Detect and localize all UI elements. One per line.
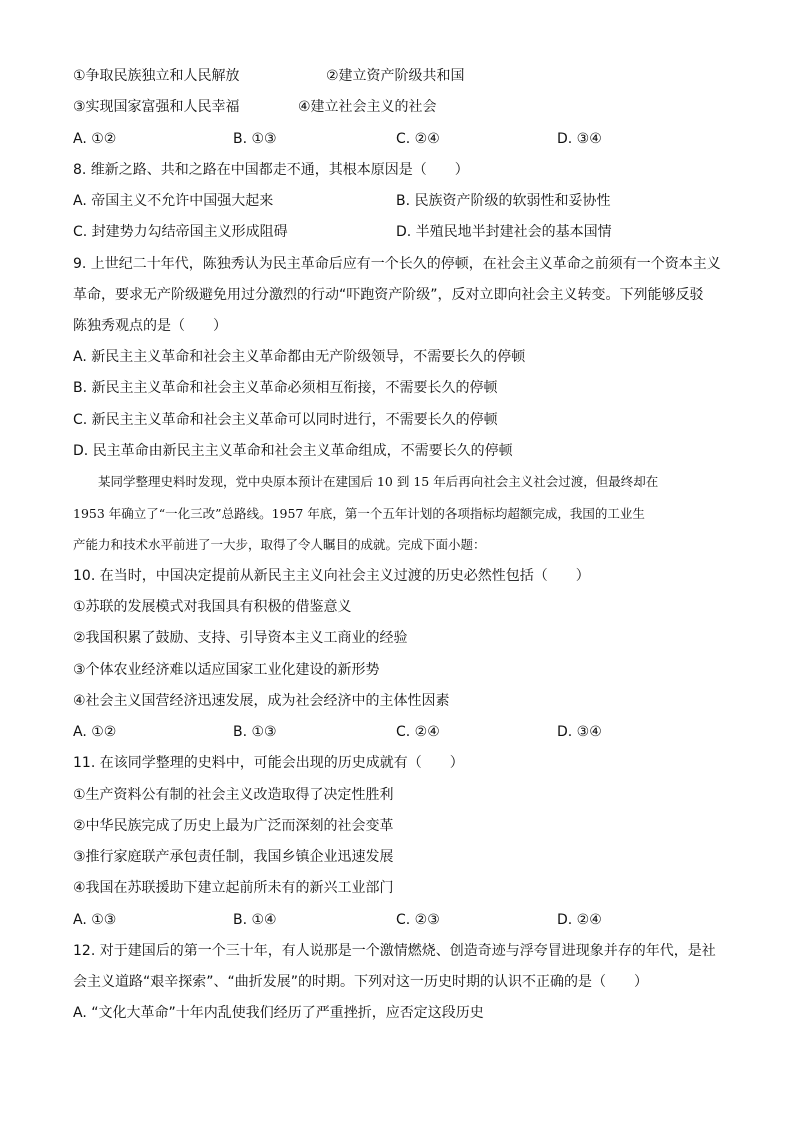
q7-item-4: ④建立社会主义的社会 — [298, 99, 437, 115]
q7-option-c: C. ②④ — [396, 131, 440, 147]
q10-item-3: ③个体农业经济难以适应国家工业化建设的新形势 — [73, 662, 380, 678]
passage-line-1: 某同学整理史料时发现，党中央原本预计在建国后 10 到 15 年后再向社会主义社会过渡，但最终却在 — [73, 474, 659, 489]
q8-option-b: B. 民族资产阶级的软弱性和妥协性 — [396, 193, 611, 209]
q7-option-d: D. ③④ — [557, 131, 602, 147]
q11-item-4: ④我国在苏联援助下建立起前所未有的新兴工业部门 — [73, 880, 394, 896]
q10-item-1: ①苏联的发展模式对我国具有积极的借鉴意义 — [73, 599, 352, 615]
q11-item-3: ③推行家庭联产承包责任制，我国乡镇企业迅速发展 — [73, 849, 394, 865]
q8-option-d: D. 半殖民地半封建社会的基本国情 — [396, 224, 612, 240]
q11-option-a: A. ①③ — [73, 912, 117, 928]
q11-option-d: D. ②④ — [557, 912, 602, 928]
q10-item-4: ④社会主义国营经济迅速发展，成为社会经济中的主体性因素 — [73, 693, 450, 709]
q7-option-a: A. ①② — [73, 131, 117, 147]
q9-option-c: C. 新民主主义革命和社会主义革命可以同时进行，不需要长久的停顿 — [73, 412, 498, 428]
passage-line-3: 产能力和技术水平前进了一大步，取得了令人瞩目的成就。完成下面小题： — [73, 537, 486, 552]
q10-stem: 10. 在当时，中国决定提前从新民主主义向社会主义过渡的历史必然性包括（ ） — [73, 568, 590, 584]
q9-option-b: B. 新民主主义革命和社会主义革命必须相互衔接，不需要长久的停顿 — [73, 380, 498, 396]
passage-line-2: 1953 年确立了“一化三改”总路线。1957 年底，第一个五年计划的各项指标均超额完成，我国的工业生 — [73, 506, 645, 521]
q10-item-2: ②我国积累了鼓励、支持、引导资本主义工商业的经验 — [73, 630, 408, 646]
q7-option-b: B. ①③ — [233, 131, 277, 147]
q9-option-d: D. 民主革命由新民主主义革命和社会主义革命组成，不需要长久的停顿 — [73, 443, 513, 459]
q9-stem-line-3: 陈独秀观点的是（ ） — [73, 318, 227, 334]
q7-item-2: ②建立资产阶级共和国 — [326, 68, 465, 84]
q9-stem-line-2: 革命，要求无产阶级避免用过分激烈的行动“吓跑资产阶级”，反对立即向社会主义转变。下列能够反驳 — [73, 287, 704, 303]
q7-item-3: ③实现国家富强和人民幸福 — [73, 99, 240, 115]
q9-option-a: A. 新民主主义革命和社会主义革命都由无产阶级领导，不需要长久的停顿 — [73, 349, 526, 365]
q8-stem: 8. 维新之路、共和之路在中国都走不通，其根本原因是（ ） — [73, 162, 469, 178]
q12-stem-line-2: 会主义道路“艰辛探索”、“曲折发展”的时期。下列对这一历史时期的认识不正确的是（ ） — [73, 974, 649, 990]
q10-option-a: A. ①② — [73, 724, 117, 740]
q10-option-d: D. ③④ — [557, 724, 602, 740]
q10-option-b: B. ①③ — [233, 724, 277, 740]
q8-option-a: A. 帝国主义不允许中国强大起来 — [73, 193, 274, 209]
q11-item-1: ①生产资料公有制的社会主义改造取得了决定性胜利 — [73, 787, 394, 803]
q7-item-1: ①争取民族独立和人民解放 — [73, 68, 240, 84]
q12-option-a: A. “文化大革命”十年内乱使我们经历了严重挫折，应否定这段历史 — [73, 1005, 484, 1021]
q10-option-c: C. ②④ — [396, 724, 440, 740]
q11-stem: 11. 在该同学整理的史料中，可能会出现的历史成就有（ ） — [73, 755, 464, 771]
q12-stem-line-1: 12. 对于建国后的第一个三十年，有人说那是一个激情燃烧、创造奇迹与浮夸冒进现象并存的年代，是社 — [73, 943, 716, 959]
q8-option-c: C. 封建势力勾结帝国主义形成阻碍 — [73, 224, 288, 240]
q11-option-c: C. ②③ — [396, 912, 440, 928]
q9-stem-line-1: 9. 上世纪二十年代，陈独秀认为民主革命后应有一个长久的停顿，在社会主义革命之前须有一个资本主义 — [73, 256, 721, 272]
q11-item-2: ②中华民族完成了历史上最为广泛而深刻的社会变革 — [73, 818, 394, 834]
q11-option-b: B. ①④ — [233, 912, 277, 928]
